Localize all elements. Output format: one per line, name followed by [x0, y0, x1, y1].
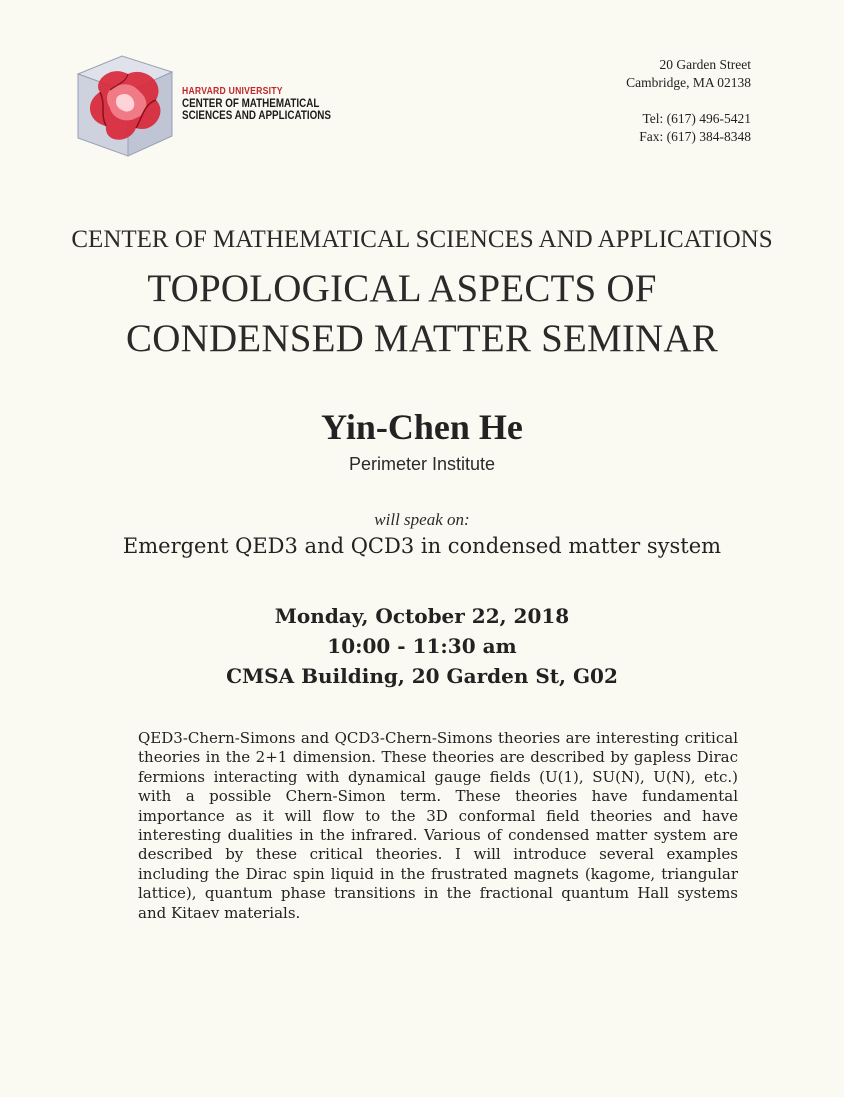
abstract-text: QED3-Chern-Simons and QCD3-Chern-Simons theories are interesting critical theories in the 2+1 dimension. These theories are described by gapless Dirac fermions interacting with dynamical gauge fields (U(1), SU(N), U(N), etc.) with a possible Chern-Simon term. These theories have fundamental importance as it will flow to the 3D conformal field theories and have interesting dualities in the infrared. Various of condensed matter system are described by these critical theories. I will introduce several examples including the Dirac spin liquid in the frustrated magnets (kagome, triangular lattice), quantum phase transitions in the fractional quantum Hall systems and Kitaev materials.: [138, 729, 738, 922]
logo-center-name-line1: CENTER OF MATHEMATICAL: [182, 96, 320, 110]
cmsa-cube-logo-icon: [70, 52, 180, 160]
event-location: CMSA Building, 20 Garden St, G02: [226, 664, 618, 688]
logo-center-name-line2: SCIENCES AND APPLICATIONS: [182, 108, 331, 122]
event-time: 10:00 - 11:30 am: [327, 634, 517, 658]
address-street: 20 Garden Street: [659, 57, 751, 72]
speaker-institution: Perimeter Institute: [348, 454, 496, 474]
address-fax: Fax: (617) 384-8348: [639, 129, 751, 144]
event-date: Monday, October 22, 2018: [274, 604, 570, 628]
seminar-title: [0, 264, 844, 364]
address-tel: Tel: (617) 496-5421: [642, 111, 751, 126]
cmsa-logo: [70, 52, 331, 162]
logo-text: [182, 85, 331, 122]
event-details: [0, 601, 844, 691]
speaker-name: Yin-Chen He: [321, 407, 523, 447]
address-city: Cambridge, MA 02138: [626, 75, 751, 90]
seminar-title-line2: CONDENSED MATTER SEMINAR: [126, 317, 718, 360]
address-block: [626, 56, 751, 146]
center-heading: CENTER OF MATHEMATICAL SCIENCES AND APPLICATIONS: [71, 226, 773, 253]
logo-university-name: HARVARD UNIVERSITY: [182, 85, 283, 97]
talk-title: Emergent QED3 and QCD3 in condensed matter system: [122, 534, 722, 558]
will-speak-label: will speak on:: [374, 510, 470, 529]
seminar-title-line1: TOPOLOGICAL ASPECTS OF: [147, 267, 657, 310]
